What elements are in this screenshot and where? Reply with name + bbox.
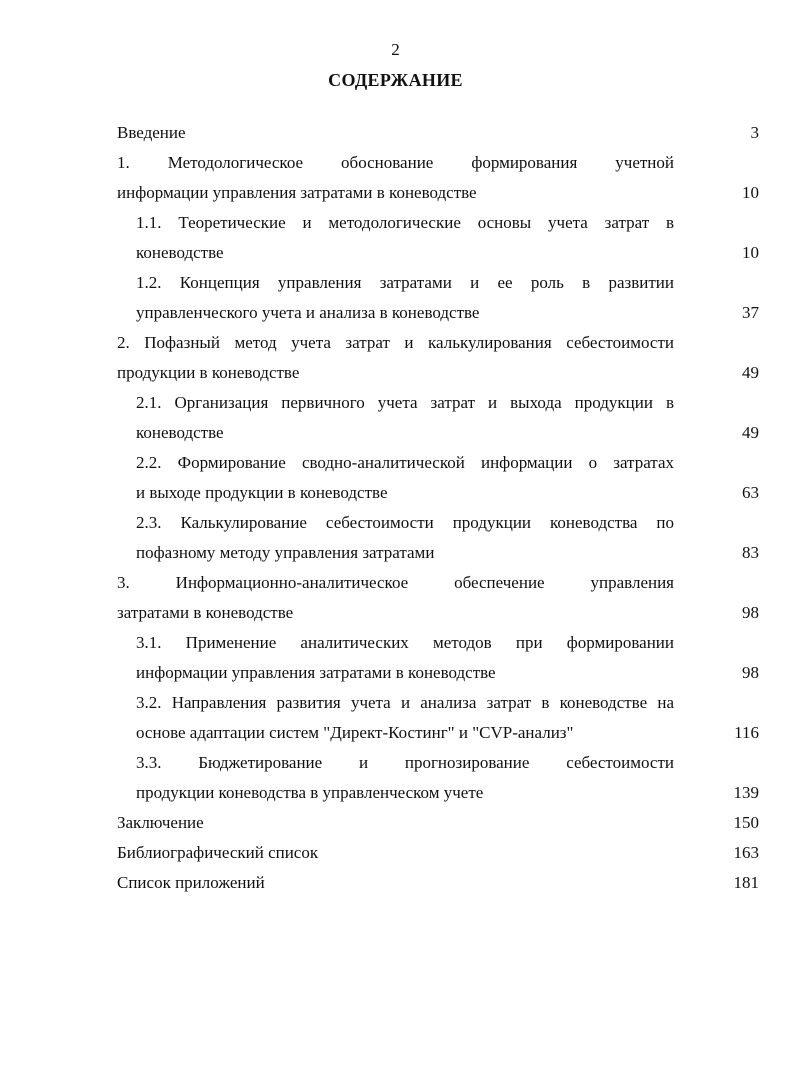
toc-entry-title-line: 1. Методологическое обоснование формирования учетной xyxy=(117,153,674,172)
toc-entry-title-line: 1.2. Концепция управления затратами и ее роль в развитии xyxy=(136,273,674,292)
toc-entry-title-line: управленческого учета и анализа в коневодстве xyxy=(136,303,480,322)
page-number: 2 xyxy=(391,40,400,59)
toc-entry-page: 98 xyxy=(742,663,759,682)
toc-entry-title-line: Введение xyxy=(117,123,186,142)
toc-entry-title-line: 2.1. Организация первичного учета затрат и выхода продукции в xyxy=(136,393,674,412)
toc-entry-title-line: 2.3. Калькулирование себестоимости продукции коневодства по xyxy=(136,513,674,532)
toc-entry-title-line: 3.1. Применение аналитических методов при формировании xyxy=(136,633,674,652)
toc-entry-title-line: продукции коневодства в управленческом учете xyxy=(136,783,484,802)
toc-entry-page: 49 xyxy=(742,423,759,442)
toc-entry-title-line: Библиографический список xyxy=(117,843,319,862)
toc-entry-page: 10 xyxy=(742,243,759,262)
toc-entry-title-line: коневодстве xyxy=(136,423,224,442)
toc-entry-title-line: основе адаптации систем "Директ-Костинг" и "CVP-анализ" xyxy=(136,723,574,742)
toc-entry-title-line: коневодстве xyxy=(136,243,224,262)
toc-entry-page: 163 xyxy=(733,843,759,862)
toc-entry-page: 181 xyxy=(733,873,759,892)
toc-entry-title-line: Список приложений xyxy=(117,873,265,892)
toc-entry-title-line: и выходе продукции в коневодстве xyxy=(136,483,388,502)
toc-entry-page: 3 xyxy=(750,123,759,142)
toc-entry-title-line: информации управления затратами в коневодстве xyxy=(136,663,496,682)
toc-entry-title-line: затратами в коневодстве xyxy=(117,603,294,622)
toc-entry-page: 49 xyxy=(742,363,759,382)
toc-entry-page: 63 xyxy=(742,483,759,502)
toc-entry-page: 139 xyxy=(733,783,759,802)
toc-entry-page: 10 xyxy=(742,183,759,202)
toc-entry-page: 116 xyxy=(734,723,759,742)
toc-entry-title-line: 2. Пофазный метод учета затрат и калькулирования себестоимости xyxy=(117,333,674,352)
toc-entry-title-line: Заключение xyxy=(117,813,204,832)
toc-entry-title-line: 3.2. Направления развития учета и анализа затрат в коневодстве на xyxy=(136,693,674,712)
toc-entry-page: 98 xyxy=(742,603,759,622)
toc-entry-title-line: информации управления затратами в коневодстве xyxy=(117,183,477,202)
toc-entry-title-line: 1.1. Теоретические и методологические основы учета затрат в xyxy=(136,213,674,232)
page-title: СОДЕРЖАНИЕ xyxy=(328,70,463,90)
toc-entry-page: 83 xyxy=(742,543,759,562)
toc-entry-title-line: 3.3. Бюджетирование и прогнозирование себестоимости xyxy=(136,753,674,772)
toc-entry-page: 37 xyxy=(742,303,759,322)
toc-entry-title-line: продукции в коневодстве xyxy=(117,363,300,382)
toc-entry-page: 150 xyxy=(733,813,759,832)
toc-entry-title-line: 2.2. Формирование сводно-аналитической информации о затратах xyxy=(136,453,674,472)
toc-entry-title-line: 3. Информационно-аналитическое обеспечение управления xyxy=(117,573,674,592)
toc-entry-title-line: пофазному методу управления затратами xyxy=(136,543,435,562)
